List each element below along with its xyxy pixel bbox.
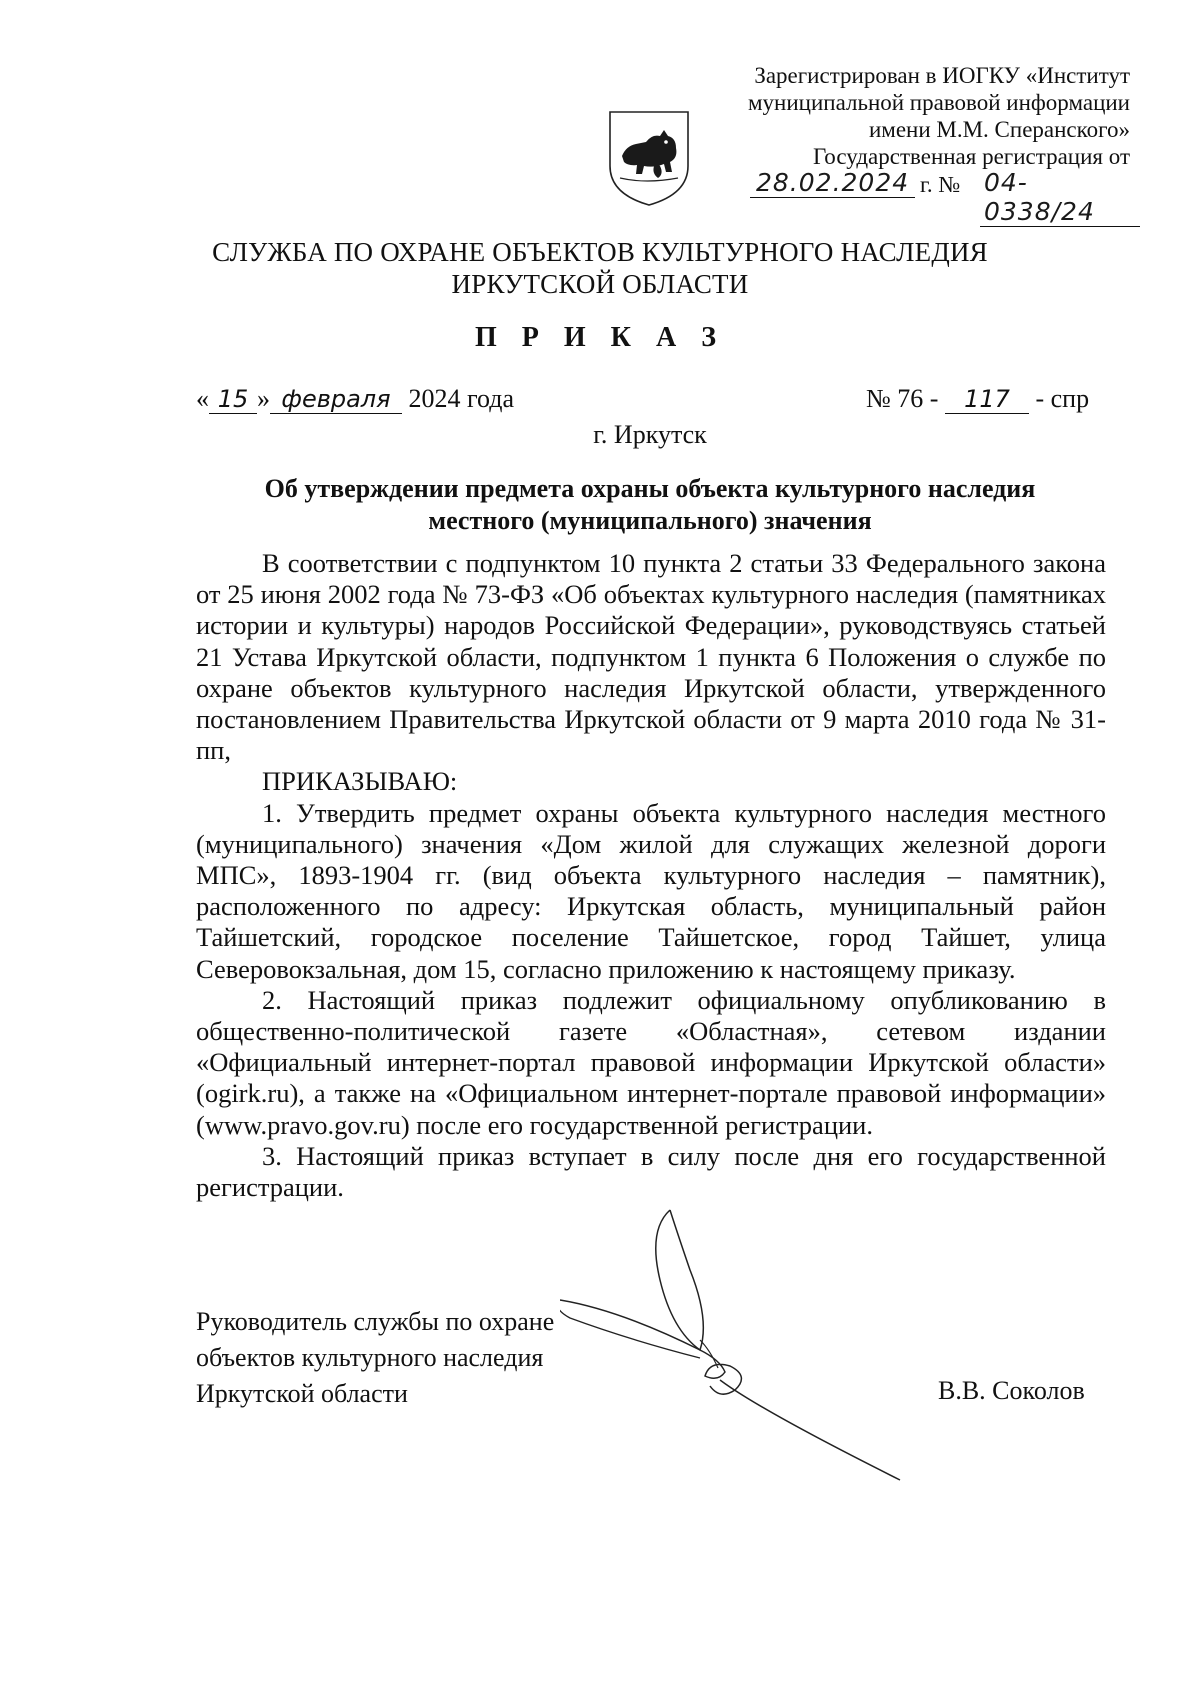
signer-title-line-3: Иркутской области [196,1379,408,1408]
order-subject [120,473,1180,537]
coat-of-arms-icon [606,108,692,208]
organization-title [0,236,1200,300]
order-number-suffix: - спр [1035,384,1090,413]
order-preamble: В соответствии с подпунктом 10 пункта 2 статьи 33 Федерального закона от 25 июня 2002 года № 73-ФЗ «Об объектах культурного наследия (памятниках истории и культуры) народов Российской Федерации», руководствуясь статьей 21 Устава Иркутской области, подпунктом 1 пункта 6 Положения о службе по охране объектов культурного наследия Иркутской области, утвержденного постановлением Правительства Иркутской области от 9 марта 2010 года № 31-пп, [196,548,1106,766]
registration-number-label: г. № [920,172,961,197]
signer-title-line-2: объектов культурного наследия [196,1343,544,1372]
signer-title [196,1304,554,1412]
order-item-1: 1. Утвердить предмет охраны объекта культурного наследия местного (муниципального) значения «Дом жилой для служащих железной дороги МПС», 1893-1904 гг. (вид объекта культурного наследия – памятник), расположенного по адресу: Иркутская область, муниципальный район Тайшетский, городское поселение Тайшетское, город Тайшет, улица Северовокзальная, дом 15, согласно приложению к настоящему приказу. [196,797,1106,984]
order-subject-line-2: местного (муниципального) значения [428,506,872,535]
order-subject-line-1: Об утверждении предмета охраны объекта культурного наследия [264,474,1036,503]
order-day: 15 [209,385,257,414]
order-number [866,384,1089,414]
organization-title-line-1: СЛУЖБА ПО ОХРАНЕ ОБЪЕКТОВ КУЛЬТУРНОГО НАСЛЕДИЯ [212,237,988,267]
signer-title-line-1: Руководитель службы по охране [196,1307,555,1336]
order-month: февраля [270,385,402,414]
order-item-3: 3. Настоящий приказ вступает в силу после дня его государственной регистрации. [196,1140,1106,1203]
registration-line-4: Государственная регистрация от [813,144,1130,169]
registration-number: 04-0338/24 [980,168,1140,227]
handwritten-signature-icon [560,1200,920,1490]
registration-details [740,168,1140,226]
registration-date: 28.02.2024 [750,168,915,198]
date-quote-close: » [257,384,270,413]
registration-stamp [660,62,1130,170]
order-call: ПРИКАЗЫВАЮ: [262,766,458,797]
order-number-prefix: № 76 - [866,384,939,413]
registration-line-1: Зарегистрирован в ИОГКУ «Институт [754,63,1130,88]
order-year: 2024 года [408,384,515,413]
date-quote-open: « [196,384,209,413]
order-item-2: 2. Настоящий приказ подлежит официальному опубликованию в общественно-политической газете «Областная», сетевом издании «Официальный интернет-портал правовой информации Иркутской области» (ogirk.ru), а также на «Официальном интернет-портале правовой информации» (www.pravo.gov.ru) после его государственной регистрации. [196,984,1106,1140]
document-type-title: П Р И К А З [475,322,725,353]
organization-title-line-2: ИРКУТСКОЙ ОБЛАСТИ [451,269,749,299]
order-date [196,384,514,414]
registration-line-3: имени М.М. Сперанского» [868,117,1130,142]
order-city: г. Иркутск [593,420,707,449]
registration-line-2: муниципальной правовой информации [747,90,1130,115]
signer-name: В.В. Соколов [938,1376,1085,1405]
order-number-handwritten: 117 [945,385,1029,414]
order-body [196,548,1106,1203]
